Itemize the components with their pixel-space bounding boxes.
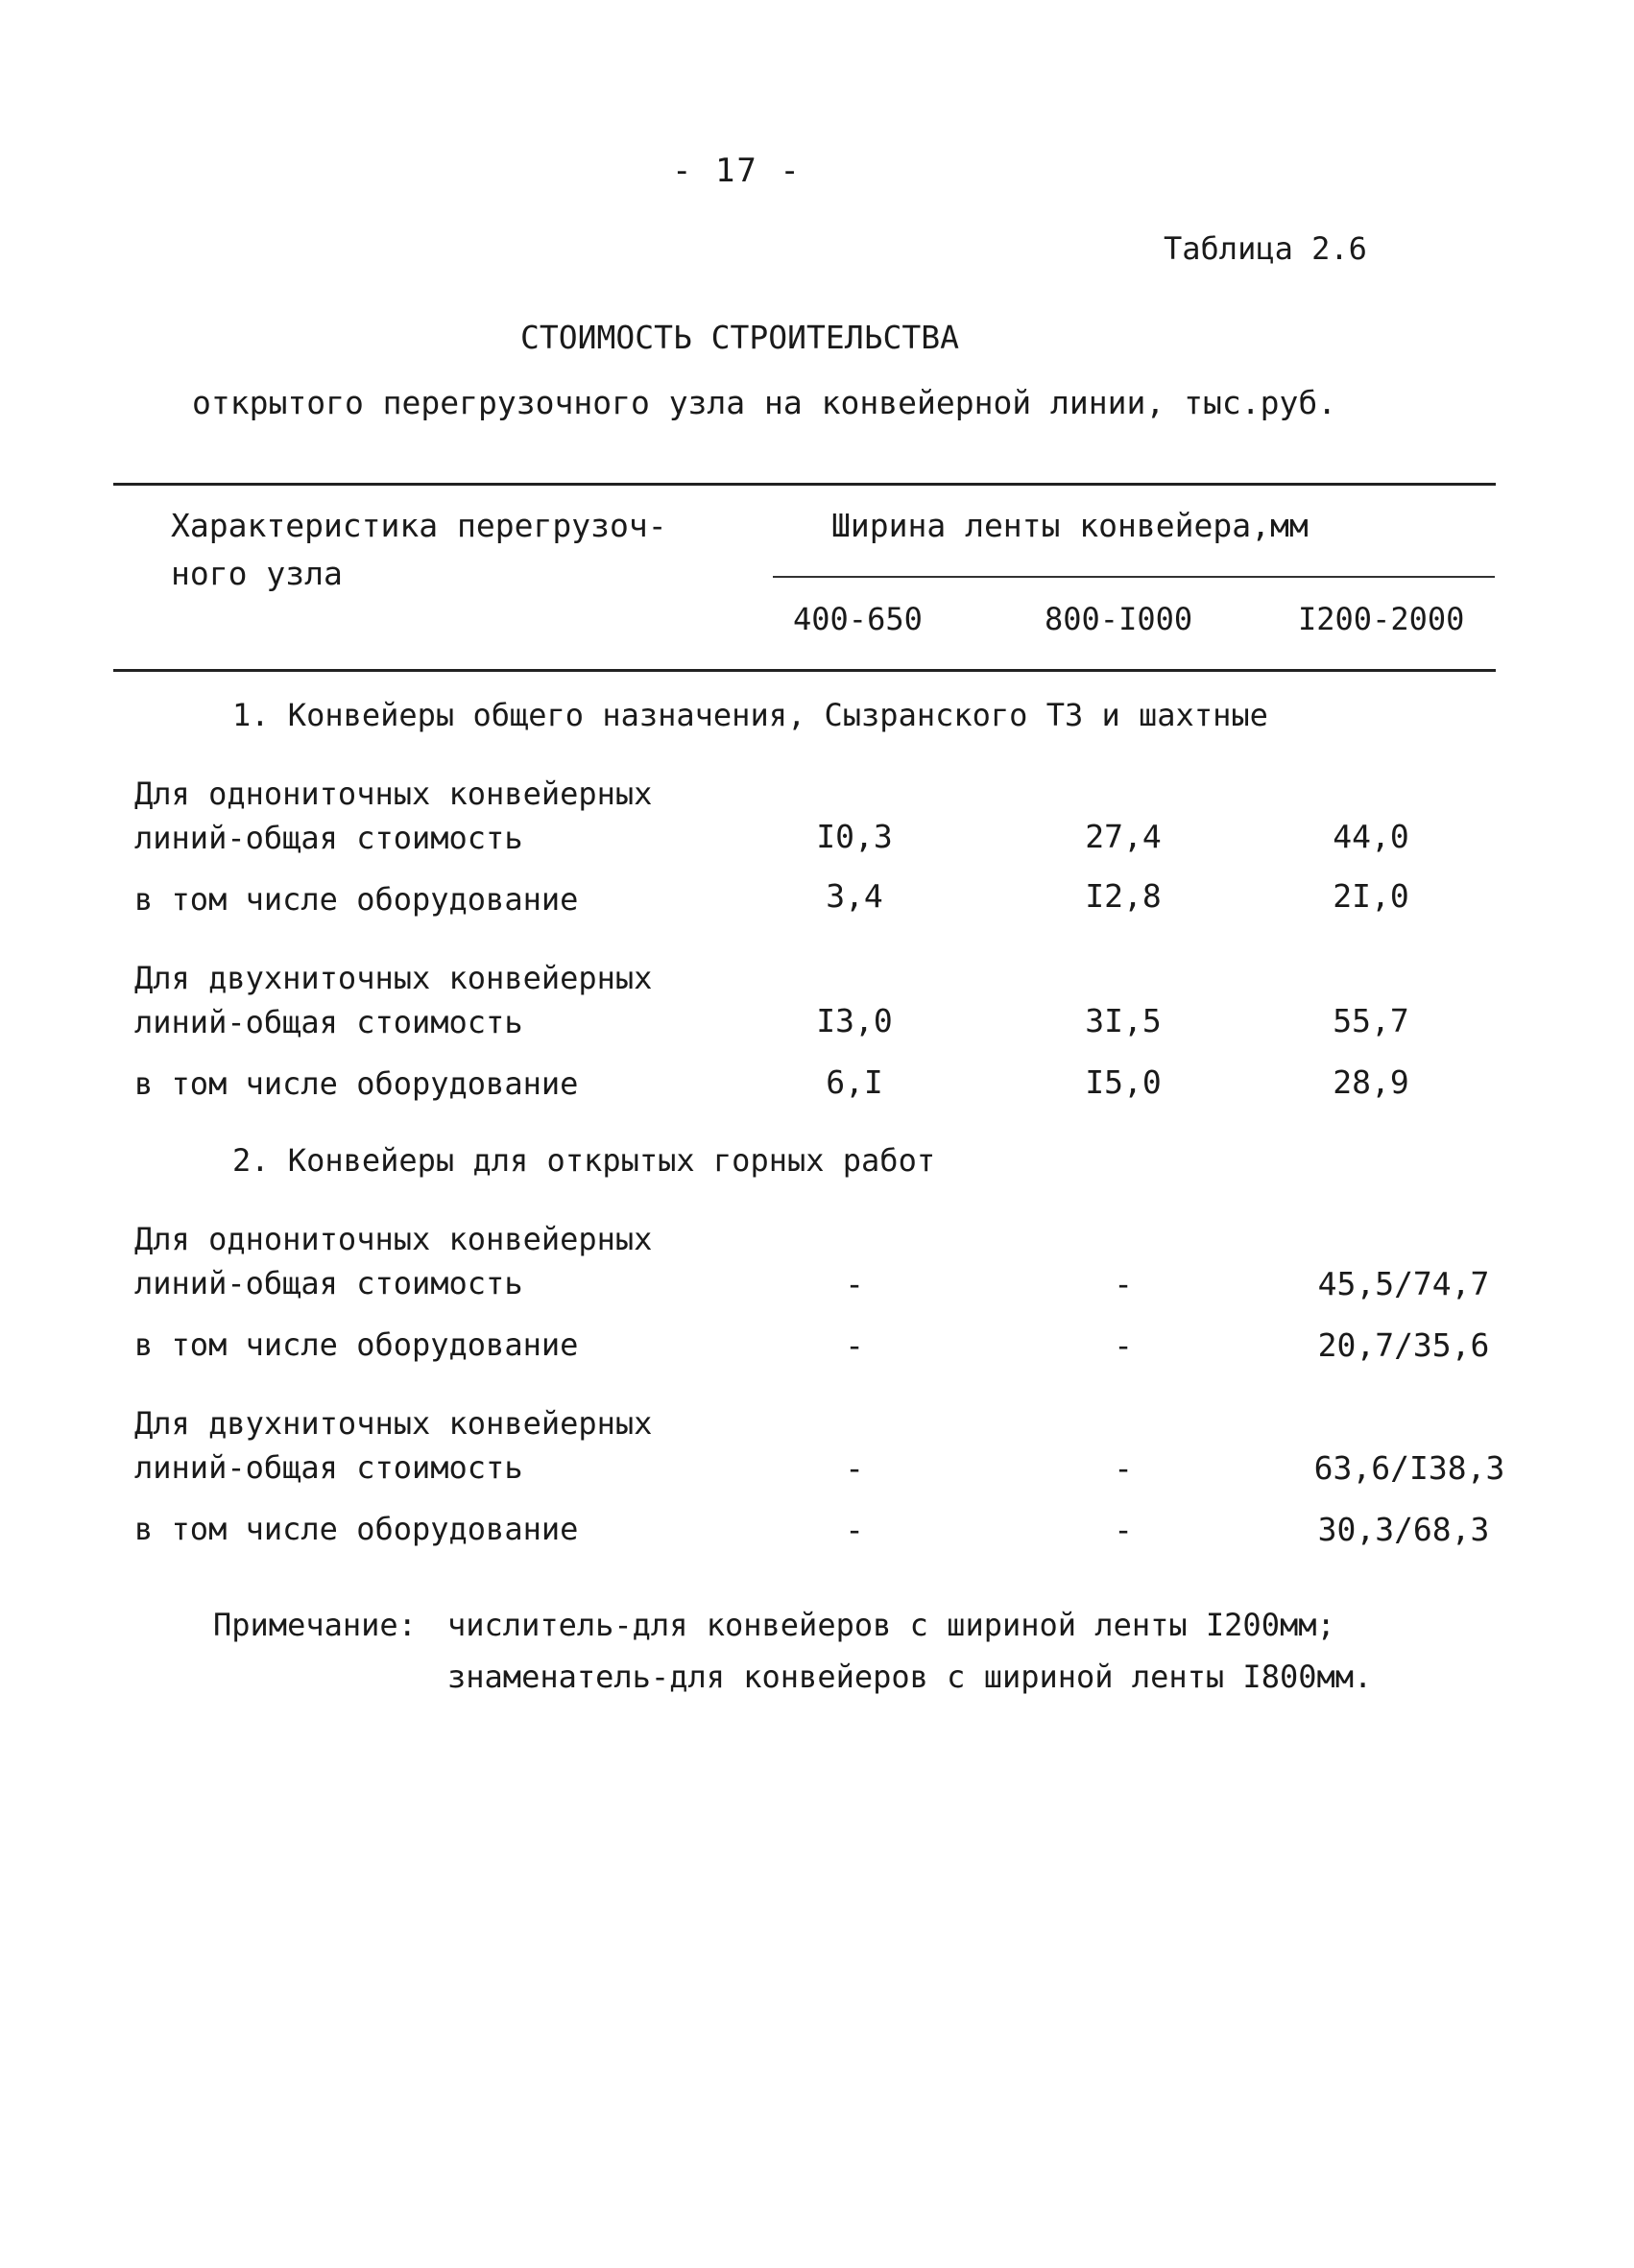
- row-label: линий-общая стоимость: [134, 820, 523, 856]
- column-header-800-1000: 800-I000: [1045, 601, 1193, 637]
- table-cell: -: [845, 1449, 864, 1487]
- row-label: Для однониточных конвейерных: [134, 1221, 653, 1257]
- row-label: линий-общая стоимость: [134, 1265, 523, 1301]
- table-cell: -: [845, 1265, 864, 1302]
- column-header-400-650: 400-650: [793, 601, 923, 637]
- row-label: линий-общая стоимость: [134, 1004, 523, 1040]
- table-label: Таблица 2.6: [1164, 230, 1367, 267]
- page-number: - 17 -: [672, 152, 802, 190]
- table-cell: -: [1114, 1511, 1133, 1548]
- table-cell: 44,0: [1333, 818, 1409, 855]
- table-cell: 2I,0: [1333, 877, 1409, 915]
- table-cell: I0,3: [816, 818, 893, 855]
- note-label: Примечание:: [213, 1607, 417, 1643]
- table-cell: -: [845, 1326, 864, 1364]
- note-line2: знаменатель-для конвейеров с шириной ленты I800мм.: [447, 1659, 1373, 1695]
- table-top-rule: [113, 483, 1496, 486]
- table-cell: 6,I: [826, 1063, 883, 1101]
- row-label: в том числе оборудование: [134, 881, 579, 918]
- table-cell: 63,6/I38,3: [1313, 1449, 1505, 1487]
- table-cell: 3,4: [826, 877, 883, 915]
- row-header-line1: Характеристика перегрузоч-: [171, 507, 667, 544]
- row-label: линий-общая стоимость: [134, 1449, 523, 1486]
- section-title: 1. Конвейеры общего назначения, Сызранского ТЗ и шахтные: [232, 697, 1268, 733]
- table-cell: 45,5/74,7: [1317, 1265, 1490, 1302]
- table-cell: -: [1114, 1326, 1133, 1364]
- group-header: Ширина ленты конвейера,мм: [831, 507, 1309, 544]
- table-cell: I5,0: [1085, 1063, 1162, 1101]
- row-label: Для двухниточных конвейерных: [134, 1405, 653, 1442]
- table-cell: 55,7: [1333, 1002, 1409, 1039]
- header-bottom-rule: [113, 669, 1496, 672]
- row-label: в том числе оборудование: [134, 1326, 579, 1363]
- table-cell: 3I,5: [1085, 1002, 1162, 1039]
- row-label: в том числе оборудование: [134, 1511, 579, 1547]
- row-label: в том числе оборудование: [134, 1065, 579, 1102]
- group-header-rule: [773, 576, 1495, 578]
- table-cell: -: [845, 1511, 864, 1548]
- table-cell: I3,0: [816, 1002, 893, 1039]
- table-subtitle: открытого перегрузочного узла на конвейерной линии, тыс.руб.: [192, 384, 1337, 421]
- table-cell: 30,3/68,3: [1317, 1511, 1490, 1548]
- table-cell: 20,7/35,6: [1317, 1326, 1490, 1364]
- note-line1: числитель-для конвейеров с шириной ленты I200мм;: [447, 1607, 1335, 1643]
- row-header-line2: ного узла: [171, 555, 343, 592]
- table-cell: -: [1114, 1265, 1133, 1302]
- table-cell: 27,4: [1085, 818, 1162, 855]
- table-cell: -: [1114, 1449, 1133, 1487]
- row-label: Для двухниточных конвейерных: [134, 960, 653, 996]
- table-cell: 28,9: [1333, 1063, 1409, 1101]
- table-cell: I2,8: [1085, 877, 1162, 915]
- table-title: СТОИМОСТЬ СТРОИТЕЛЬСТВА: [520, 319, 959, 356]
- section-title: 2. Конвейеры для открытых горных работ: [232, 1142, 936, 1179]
- row-label: Для однониточных конвейерных: [134, 776, 653, 812]
- column-header-1200-2000: I200-2000: [1298, 601, 1465, 637]
